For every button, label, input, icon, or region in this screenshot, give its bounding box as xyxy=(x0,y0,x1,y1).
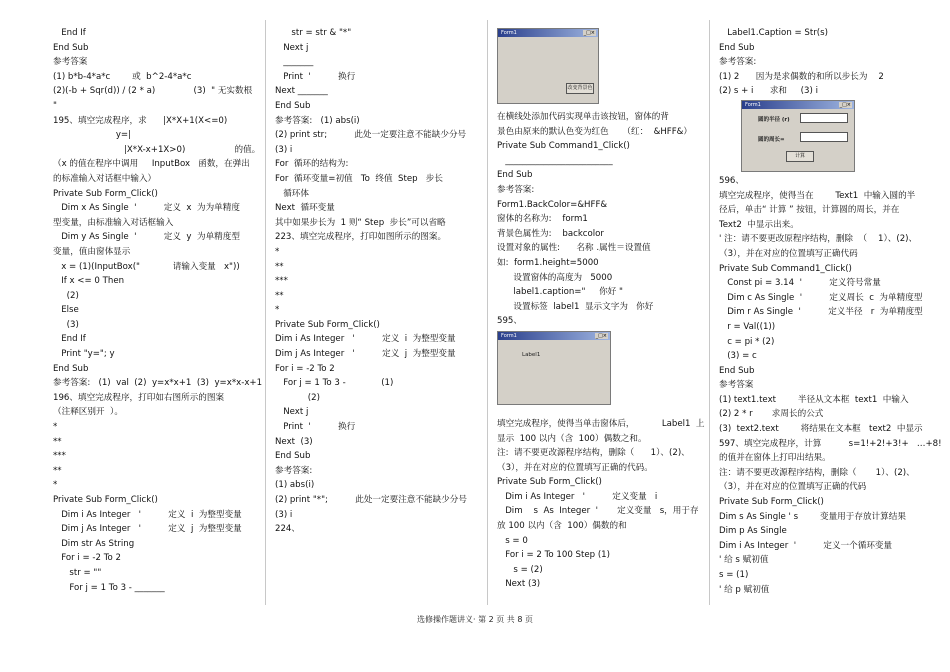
text-line: 224、 xyxy=(275,524,300,535)
text-line: str = str & "*" xyxy=(275,28,352,38)
page-footer: 选修操作题讲义· 第 2 页 共 8 页 xyxy=(417,615,533,624)
text-line: (3) = c xyxy=(719,351,757,362)
text-line: c = pi * (2) xyxy=(719,336,775,347)
text-line: End Sub xyxy=(719,42,755,53)
text-line: 参考答案: xyxy=(497,184,535,195)
column-3-top-text xyxy=(497,110,705,329)
text-line: End Sub xyxy=(53,42,89,53)
text-line: End If xyxy=(53,334,86,345)
window-titlebar xyxy=(498,332,610,340)
text-line: (2) xyxy=(275,392,320,403)
text-line: 窗体的名称为: form1 xyxy=(497,214,588,225)
text-line: （3），并在对应的位置填写正确的代码 xyxy=(719,482,867,493)
window-title: Form1 xyxy=(501,30,517,36)
text-line: Next j xyxy=(275,407,309,418)
form1-window-circle xyxy=(741,100,855,172)
text-line: Print ' 换行 xyxy=(275,71,356,82)
text-line: 596、 xyxy=(719,175,744,186)
text-line: Dim j As Integer ' 定义 j 为整型变量 xyxy=(275,349,456,360)
text-line: （3），并在对应的位置填写正确代码 xyxy=(719,248,858,259)
text-line: 参考答案: (1) abs(i) xyxy=(275,115,360,126)
text-line: ' 注：请不要更改原程序结构，删除 （ 1）、(2)、 xyxy=(719,234,918,245)
text-line: 变量，值由窗体显示 xyxy=(53,246,131,257)
text-line: (2) print str; 此处一定要注意不能缺少分号 xyxy=(275,130,467,141)
text-line: _________________________ xyxy=(497,155,613,166)
text-line: 其中如果步长为 1 则“ Step 步长”可以省略 xyxy=(275,217,446,228)
text-line: (3) xyxy=(53,319,79,330)
text-line: Next 循环变量 xyxy=(275,203,335,214)
text-line: Next (3) xyxy=(275,436,313,447)
column-4 xyxy=(719,26,942,597)
text-line: Else xyxy=(53,305,79,316)
text-line: Form1.BackColor=&HFF& xyxy=(497,199,608,210)
window-title: Form1 xyxy=(745,101,761,108)
column-3-bottom-text xyxy=(497,417,705,592)
form1-window-label xyxy=(497,331,611,405)
text-line: " xyxy=(53,100,57,111)
form1-window-backcolor xyxy=(497,28,599,104)
text-line: 的标准输入对话框中输入） xyxy=(53,173,157,184)
text-line: Private Sub Form_Click() xyxy=(53,188,158,199)
text-line: *** xyxy=(275,276,288,287)
text-line: 参考答案: xyxy=(275,465,313,476)
text-line: 参考答案 xyxy=(719,380,754,391)
label1: Label1 xyxy=(522,351,541,358)
radius-label: 圆的半径 (r) xyxy=(758,116,790,123)
text-line: Private Sub Form_Click() xyxy=(53,495,158,505)
text-line: x = (1)(InputBox(" 请输入变量 x")) xyxy=(53,261,240,272)
text-line: 参考答案: xyxy=(719,57,757,68)
change-backcolor-button: 改变背景色 xyxy=(566,83,594,94)
text-line: Dim i As Integer ' 定义一个循环变量 xyxy=(719,540,893,551)
text-line: 595、 xyxy=(497,316,522,327)
perimeter-label: 圆的周长= xyxy=(758,136,785,143)
text-line: * xyxy=(275,305,280,316)
text-line: s = 0 xyxy=(497,535,528,546)
text-line: ** xyxy=(53,465,62,476)
text-line: Print ' 换行 xyxy=(275,422,356,433)
column-divider xyxy=(709,20,710,605)
text-line: * xyxy=(53,480,58,491)
text-line: 填空完成程序，使得当单击窗体后， Label1 上 xyxy=(497,418,705,429)
column-3 xyxy=(497,26,705,592)
text-line: (2) xyxy=(53,290,79,301)
text-line: Dim str As String xyxy=(53,538,135,549)
text-line: 参考答案 xyxy=(53,57,88,68)
text-line: 景色由原来的默认色变为红色 （红： &HFF&） xyxy=(497,126,692,137)
text-line: s = (1) xyxy=(719,570,749,580)
text-line: (3) text2.text 将结果在文本框 text2 中显示 xyxy=(719,424,923,435)
text-line: Dim i As Integer ' 定义 i 为整型变量 xyxy=(53,509,242,520)
text-line: _______ xyxy=(275,57,314,68)
text-line: For j = 1 To 3 - (1) xyxy=(275,378,394,389)
text-line: r = Val((1)) xyxy=(719,321,776,332)
window-controls: _□× xyxy=(583,30,595,36)
text-line: Dim j As Integer ' 定义 j 为整型变量 xyxy=(53,524,242,535)
text-line: (1) 2 因为是求偶数的和所以步长为 2 xyxy=(719,71,884,82)
text-line: 设置标签 label1 显示文字为 你好 xyxy=(497,301,654,312)
text-line: Dim c As Single ' 定义周长 c 为单精度型 xyxy=(719,292,923,303)
text-line: For i = -2 To 2 xyxy=(53,553,121,564)
column-4-top-text xyxy=(719,26,929,99)
text-line: 注: 请不要更改源程序结构，删除（ 1）、(2)、 xyxy=(497,448,690,459)
text-line: 注：请不要更改源程序结构，删除（ 1）、(2)、 xyxy=(719,467,915,478)
text-line: Private Sub Form_Click() xyxy=(719,497,824,508)
text-line: |X*X-x+1X>0) 的值。 xyxy=(53,144,261,155)
text-line: Dim p As Single xyxy=(719,526,787,537)
text1-box xyxy=(800,113,848,123)
text-line: For 循环变量=初值 To 终值 Step 步长 xyxy=(275,173,443,184)
text-line: ' 给 p 赋初值 xyxy=(719,584,770,595)
text-line: Dim i As Integer ' 定义 i 为整型变量 xyxy=(275,334,456,345)
text-line: End If xyxy=(53,28,86,38)
text-line: Next j xyxy=(275,42,309,53)
text-line: Print "y="; y xyxy=(53,349,115,360)
text-line: Label1.Caption = Str(s) xyxy=(719,28,828,38)
text-line: 196、填空完成程序，打印如右图所示的图案 xyxy=(53,392,225,403)
column-4-bottom-text xyxy=(719,174,942,597)
text-line: Next (3) xyxy=(497,579,541,590)
text-line: (1) b*b-4*a*c 或 b^2-4*a*c xyxy=(53,71,192,82)
text-line: 径后，单击“ 计算 ” 按钮，计算圆的周长，并在 xyxy=(719,205,900,216)
text-line: *** xyxy=(53,451,66,462)
text-line: (2) print "*"; 此处一定要注意不能缺少分号 xyxy=(275,495,467,505)
text-line: End Sub xyxy=(719,365,755,376)
text-line: Dim i As Integer ' 定义变量 i xyxy=(497,491,658,502)
text-line: (1) text1.text 半径从文本框 text1 中输入 xyxy=(719,394,909,405)
text-line: 的值并在窗体上打印出结果。 xyxy=(719,453,831,464)
text-line: (2) s + i 求和 (3) i xyxy=(719,86,818,97)
text-line: （x 的值在程序中调用 InputBox 函数，在弹出 xyxy=(53,159,250,170)
column-2 xyxy=(275,26,483,537)
text-line: * xyxy=(275,246,280,257)
window-controls: _□× xyxy=(595,332,607,339)
text2-box xyxy=(800,132,848,142)
text-line: Dim x As Single ' 定义 x 为为单精度 xyxy=(53,203,240,214)
text-line: 597、填空完成程序，计算 s=1!+2!+3!+ …+8! xyxy=(719,438,942,449)
text-line: 显示 100 以内（含 100）偶数之和。 xyxy=(497,433,647,444)
text-line: * xyxy=(53,422,58,433)
text-line: 放 100 以内（含 100）偶数的和 xyxy=(497,521,627,532)
text-line: For i = -2 To 2 xyxy=(275,363,335,374)
text-line: ' 给 s 赋初值 xyxy=(719,555,769,566)
text-line: End Sub xyxy=(53,363,89,374)
text-line: Const pi = 3.14 ' 定义符号常量 xyxy=(719,278,881,289)
text-line: 195、填空完成程序，求 |X*X+1(X<=0) xyxy=(53,115,228,126)
text-line: (3) i xyxy=(275,144,293,155)
window-title: Form1 xyxy=(501,332,517,339)
text-line: For 循环的结构为: xyxy=(275,159,349,170)
text-line: End Sub xyxy=(497,170,533,181)
text-line: 如: form1.height=5000 xyxy=(497,257,599,268)
text-line: Private Sub Command1_Click() xyxy=(497,141,630,152)
text-line: Private Sub Form_Click() xyxy=(275,319,380,330)
text-line: 填空完成程序，使得当在 Text1 中输入圆的半 xyxy=(719,190,916,201)
window-controls: _□× xyxy=(839,101,851,108)
text-line: (2) 2 * r 求周长的公式 xyxy=(719,409,824,420)
text-line: 设置窗体的高度为 5000 xyxy=(497,272,613,283)
text-line: 设置对象的属性: 名称 .属性＝设置值 xyxy=(497,243,651,254)
text-line: (2)(-b + Sqr(d)) / (2 * a) (3) " 无实数根 xyxy=(53,86,253,97)
text-line: （注释区别开 ）。 xyxy=(53,407,123,418)
text-line: label1.caption=" 你好 " xyxy=(497,287,623,298)
text-line: 循环体 xyxy=(275,188,309,199)
text-line: Dim s As Integer ' 定义变量 s，用于存 xyxy=(497,506,699,517)
text-line: s = (2) xyxy=(497,564,543,575)
text-line: (1) abs(i) xyxy=(275,480,315,491)
text-line: 在横线处添加代码实现单击该按钮，窗体的背 xyxy=(497,112,669,122)
text-line: ** xyxy=(53,436,62,447)
text-line: For j = 1 To 3 - _______ xyxy=(53,582,165,593)
text-line: 223、填空完成程序，打印如图所示的图案。 xyxy=(275,232,447,243)
text-line: Private Sub Form_Click() xyxy=(497,477,602,488)
calculate-button: 计算 xyxy=(786,151,814,162)
text-line: ** xyxy=(275,290,284,301)
text-line: For i = 2 To 100 Step (1) xyxy=(497,550,610,561)
text-line: Dim y As Single ' 定义 y 为单精度型 xyxy=(53,232,240,243)
text-line: ** xyxy=(275,261,284,272)
text-line: Next _______ xyxy=(275,86,328,97)
text-line: 型变量，由标准输入对话框输入 xyxy=(53,217,174,228)
text-line: If x <= 0 Then xyxy=(53,276,125,287)
text-line: Dim s As Single ' s 变量用于存放计算结果 xyxy=(719,511,906,522)
column-1 xyxy=(53,26,263,595)
column-divider xyxy=(487,20,488,605)
column-divider xyxy=(265,20,266,605)
text-line: (3) i xyxy=(275,509,293,520)
text-line: Dim r As Single ' 定义半径 r 为单精度型 xyxy=(719,307,923,318)
text-line: End Sub xyxy=(275,100,311,111)
text-line: Private Sub Command1_Click() xyxy=(719,263,852,274)
text-line: 参考答案: (1) val (2) y=x*x+1 (3) y=x*x-x+1 xyxy=(53,378,263,389)
text-line: y=| xyxy=(53,130,132,141)
text-line: str = "" xyxy=(53,567,102,578)
window-titlebar xyxy=(742,101,854,109)
text-line: 背景色属性为: backcolor xyxy=(497,228,604,239)
text-line: （3），并在对应的位置填写正确的代码。 xyxy=(497,462,653,473)
text-line: Text2 中显示出来。 xyxy=(719,219,799,230)
text-line: End Sub xyxy=(275,451,311,462)
window-titlebar xyxy=(498,29,598,37)
